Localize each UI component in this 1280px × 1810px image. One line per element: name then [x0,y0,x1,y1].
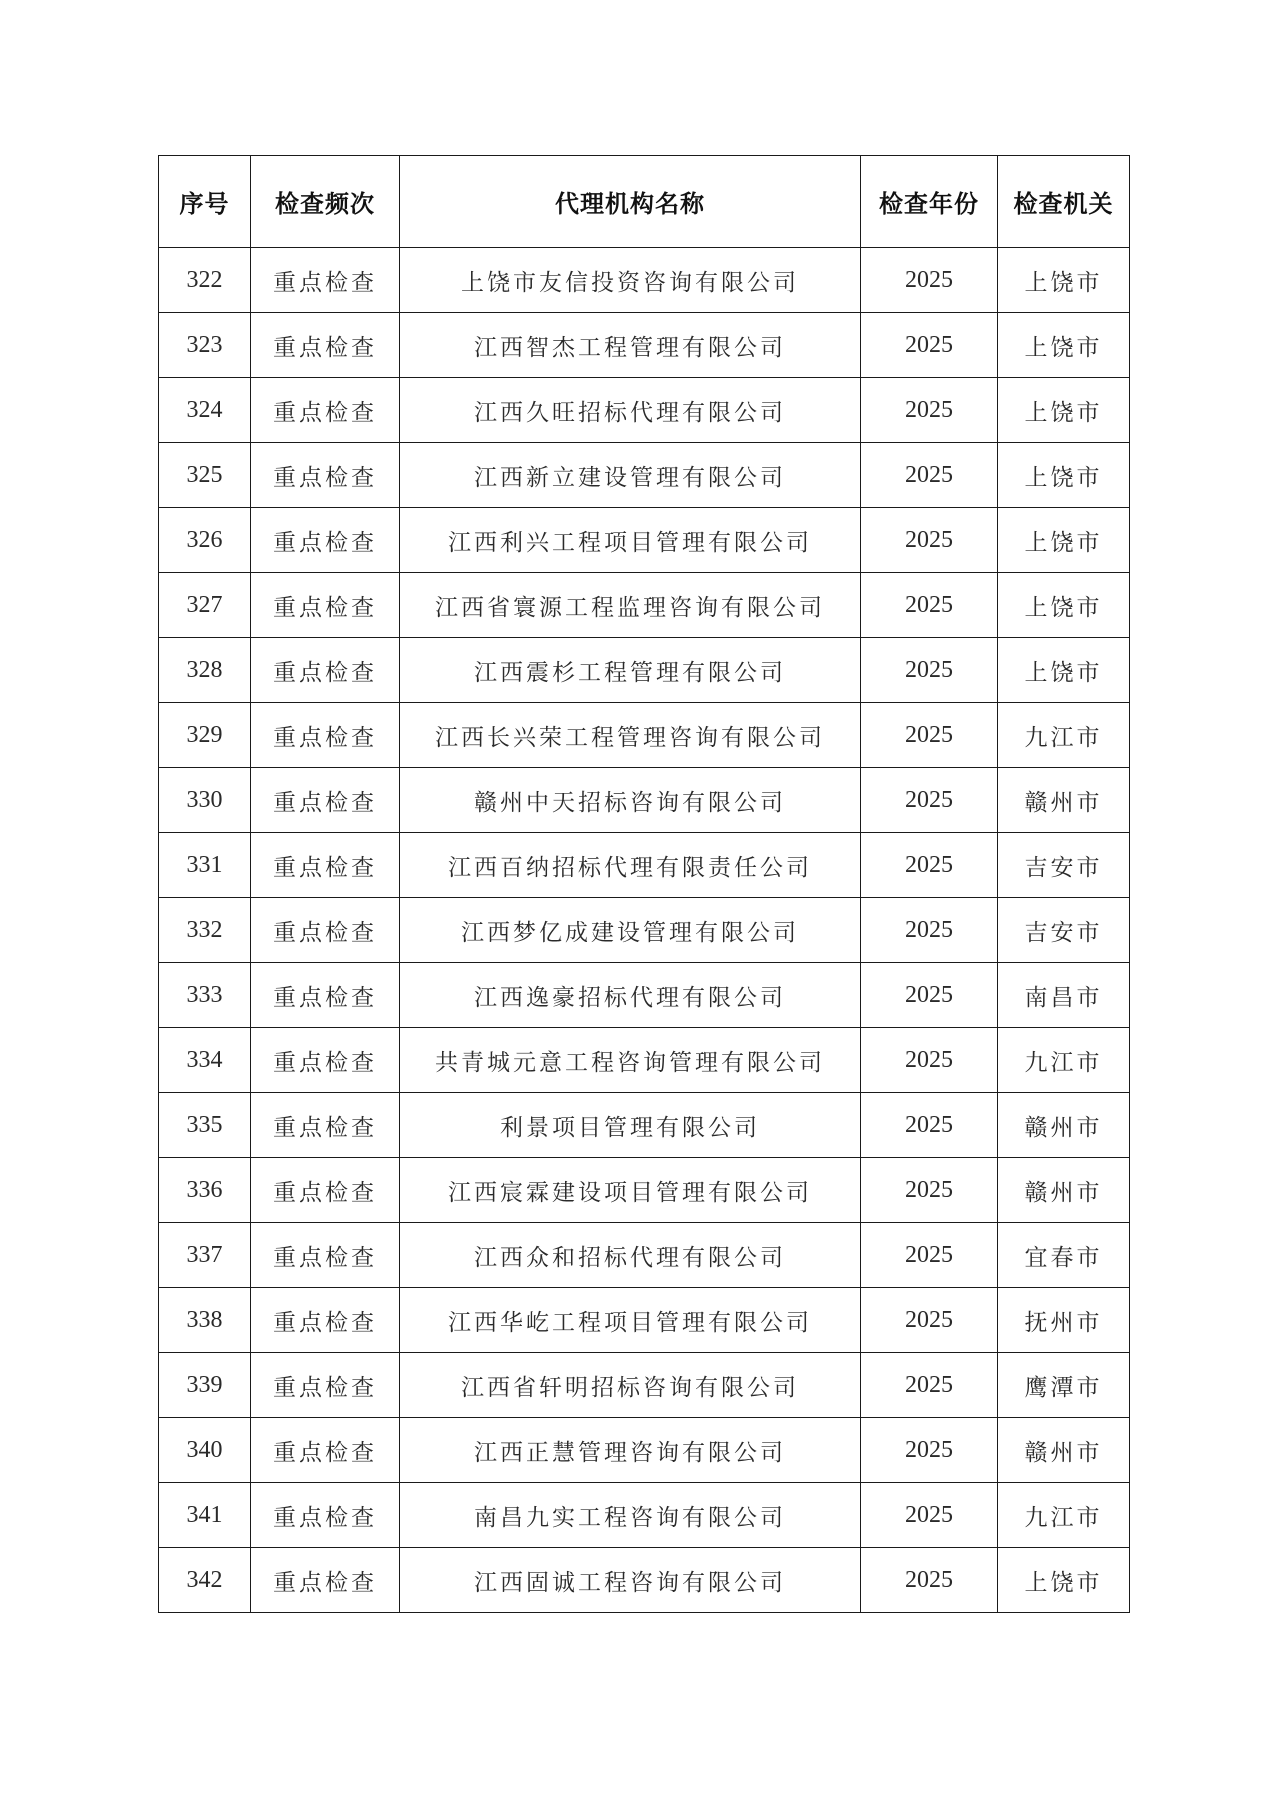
inspection-authority-cell: 赣州市 [998,1093,1130,1158]
table-row [159,1418,1130,1483]
inspection-authority-cell: 九江市 [998,1483,1130,1548]
table-row [159,833,1130,898]
inspection-authority-cell: 上饶市 [998,573,1130,638]
inspection-frequency-cell: 重点检查 [251,638,400,703]
inspection-year-cell: 2025 [861,508,998,573]
inspection-year-cell: 2025 [861,703,998,768]
serial-number-cell: 338 [159,1288,251,1353]
table-row [159,1353,1130,1418]
inspection-authority-cell: 上饶市 [998,508,1130,573]
table-row [159,1483,1130,1548]
serial-number-cell: 333 [159,963,251,1028]
inspection-authority-cell: 鹰潭市 [998,1353,1130,1418]
inspection-frequency-cell: 重点检查 [251,1288,400,1353]
inspection-year-cell: 2025 [861,1223,998,1288]
serial-number-cell: 336 [159,1158,251,1223]
inspection-frequency-cell: 重点检查 [251,768,400,833]
table-row [159,508,1130,573]
inspection-frequency-cell: 重点检查 [251,1483,400,1548]
serial-number-cell: 325 [159,443,251,508]
serial-number-cell: 322 [159,248,251,313]
inspection-authority-cell: 吉安市 [998,833,1130,898]
inspection-year-cell: 2025 [861,248,998,313]
agency-name-cell: 利景项目管理有限公司 [400,1093,861,1158]
agency-name-cell: 江西正慧管理咨询有限公司 [400,1418,861,1483]
inspection-authority-cell: 赣州市 [998,1418,1130,1483]
inspection-authority-cell: 上饶市 [998,378,1130,443]
inspection-authority-cell: 南昌市 [998,963,1130,1028]
serial-number-cell: 328 [159,638,251,703]
inspection-authority-cell: 上饶市 [998,248,1130,313]
inspection-authority-cell: 吉安市 [998,898,1130,963]
agency-name-cell: 江西众和招标代理有限公司 [400,1223,861,1288]
inspection-year-cell: 2025 [861,963,998,1028]
table-row [159,313,1130,378]
table-body [159,248,1130,1613]
agency-name-cell: 江西华屹工程项目管理有限公司 [400,1288,861,1353]
inspection-year-cell: 2025 [861,378,998,443]
inspection-year-cell: 2025 [861,1418,998,1483]
serial-number-cell: 342 [159,1548,251,1613]
inspection-authority-cell: 上饶市 [998,1548,1130,1613]
serial-number-cell: 335 [159,1093,251,1158]
inspection-year-cell: 2025 [861,833,998,898]
serial-number-cell: 329 [159,703,251,768]
table-row [159,768,1130,833]
table-row [159,248,1130,313]
table-row [159,573,1130,638]
inspection-frequency-cell: 重点检查 [251,1028,400,1093]
inspection-year-cell: 2025 [861,898,998,963]
inspection-frequency-cell: 重点检查 [251,703,400,768]
inspection-year-cell: 2025 [861,1158,998,1223]
serial-number-cell: 339 [159,1353,251,1418]
agency-name-cell: 江西省寰源工程监理咨询有限公司 [400,573,861,638]
inspection-frequency-cell: 重点检查 [251,313,400,378]
table-header [159,156,1130,248]
inspection-frequency-cell: 重点检查 [251,1093,400,1158]
serial-number-cell: 331 [159,833,251,898]
inspection-year-cell: 2025 [861,638,998,703]
inspection-year-cell: 2025 [861,768,998,833]
agency-name-cell: 江西固诚工程咨询有限公司 [400,1548,861,1613]
header-inspection-authority: 检查机关 [998,156,1130,248]
inspection-year-cell: 2025 [861,573,998,638]
serial-number-cell: 330 [159,768,251,833]
inspection-frequency-cell: 重点检查 [251,1223,400,1288]
table-row [159,1548,1130,1613]
inspection-authority-cell: 赣州市 [998,1158,1130,1223]
table-row [159,638,1130,703]
agency-name-cell: 江西震杉工程管理有限公司 [400,638,861,703]
agency-name-cell: 江西长兴荣工程管理咨询有限公司 [400,703,861,768]
inspection-frequency-cell: 重点检查 [251,963,400,1028]
agency-name-cell: 共青城元意工程咨询管理有限公司 [400,1028,861,1093]
inspection-frequency-cell: 重点检查 [251,443,400,508]
inspection-frequency-cell: 重点检查 [251,508,400,573]
inspection-authority-cell: 上饶市 [998,313,1130,378]
inspection-frequency-cell: 重点检查 [251,1548,400,1613]
agency-name-cell: 江西逸豪招标代理有限公司 [400,963,861,1028]
inspection-authority-cell: 抚州市 [998,1288,1130,1353]
table-row [159,1028,1130,1093]
serial-number-cell: 341 [159,1483,251,1548]
inspection-frequency-cell: 重点检查 [251,833,400,898]
agency-name-cell: 江西久旺招标代理有限公司 [400,378,861,443]
inspection-frequency-cell: 重点检查 [251,378,400,443]
table-row [159,378,1130,443]
agency-inspection-table [158,155,1130,1613]
agency-name-cell: 江西利兴工程项目管理有限公司 [400,508,861,573]
table-row [159,1093,1130,1158]
inspection-year-cell: 2025 [861,1548,998,1613]
table-row [159,443,1130,508]
agency-name-cell: 赣州中天招标咨询有限公司 [400,768,861,833]
table-row [159,963,1130,1028]
inspection-frequency-cell: 重点检查 [251,248,400,313]
inspection-authority-cell: 上饶市 [998,638,1130,703]
inspection-frequency-cell: 重点检查 [251,573,400,638]
agency-name-cell: 江西百纳招标代理有限责任公司 [400,833,861,898]
table-row [159,703,1130,768]
serial-number-cell: 332 [159,898,251,963]
serial-number-cell: 334 [159,1028,251,1093]
inspection-frequency-cell: 重点检查 [251,1418,400,1483]
inspection-authority-cell: 九江市 [998,1028,1130,1093]
table-row [159,898,1130,963]
serial-number-cell: 323 [159,313,251,378]
inspection-year-cell: 2025 [861,1483,998,1548]
inspection-year-cell: 2025 [861,1028,998,1093]
inspection-frequency-cell: 重点检查 [251,898,400,963]
inspection-authority-cell: 九江市 [998,703,1130,768]
agency-name-cell: 南昌九实工程咨询有限公司 [400,1483,861,1548]
inspection-year-cell: 2025 [861,443,998,508]
inspection-year-cell: 2025 [861,1093,998,1158]
serial-number-cell: 327 [159,573,251,638]
inspection-year-cell: 2025 [861,1288,998,1353]
serial-number-cell: 324 [159,378,251,443]
table-row [159,1288,1130,1353]
inspection-year-cell: 2025 [861,1353,998,1418]
header-inspection-frequency: 检查频次 [251,156,400,248]
table-row [159,1158,1130,1223]
agency-name-cell: 江西省轩明招标咨询有限公司 [400,1353,861,1418]
serial-number-cell: 340 [159,1418,251,1483]
inspection-frequency-cell: 重点检查 [251,1158,400,1223]
table-row [159,1223,1130,1288]
inspection-authority-cell: 赣州市 [998,768,1130,833]
inspection-authority-cell: 上饶市 [998,443,1130,508]
agency-name-cell: 江西智杰工程管理有限公司 [400,313,861,378]
header-row [159,156,1130,248]
serial-number-cell: 326 [159,508,251,573]
header-serial-number: 序号 [159,156,251,248]
inspection-authority-cell: 宜春市 [998,1223,1130,1288]
agency-name-cell: 江西梦亿成建设管理有限公司 [400,898,861,963]
header-agency-name: 代理机构名称 [400,156,861,248]
inspection-frequency-cell: 重点检查 [251,1353,400,1418]
serial-number-cell: 337 [159,1223,251,1288]
agency-name-cell: 江西新立建设管理有限公司 [400,443,861,508]
agency-name-cell: 江西宸霖建设项目管理有限公司 [400,1158,861,1223]
agency-name-cell: 上饶市友信投资咨询有限公司 [400,248,861,313]
header-inspection-year: 检查年份 [861,156,998,248]
inspection-year-cell: 2025 [861,313,998,378]
